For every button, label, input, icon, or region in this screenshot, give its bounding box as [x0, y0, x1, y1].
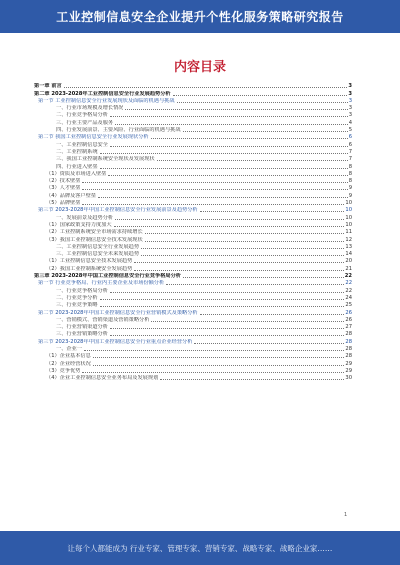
toc-entry-title: 二、工业控制信息安全行业发展趋势: [56, 243, 140, 250]
page-number: 1: [344, 512, 348, 518]
toc-leader-dots: [160, 379, 344, 380]
toc-entry-page: 28: [345, 345, 352, 352]
toc-entry-title: （4）品牌及客户壁垒: [46, 192, 96, 199]
toc-entry[interactable]: [34, 89, 352, 96]
toc-leader-dots: [134, 270, 344, 271]
toc-entry-title: （1）国家政策支持力度加大: [46, 221, 112, 228]
toc-entry-title: 一、行业市场规模及增长情况: [56, 105, 124, 112]
toc-entry-page: 25: [345, 302, 352, 309]
toc-leader-dots: [93, 365, 345, 366]
toc-entry-title: 二、工业控制系统: [56, 148, 98, 155]
toc-entry[interactable]: [34, 206, 352, 213]
toc-entry-page: 3: [348, 105, 352, 112]
toc-entry[interactable]: [34, 133, 352, 140]
toc-entry-title: 一、营销模式、营销渠道及营销策略分析: [56, 316, 150, 323]
toc-entry-page: 22: [345, 280, 352, 287]
toc-leader-dots: [183, 131, 348, 132]
toc-entry[interactable]: [34, 243, 352, 250]
toc-entry-page: 28: [345, 338, 352, 345]
toc-leader-dots: [134, 262, 344, 263]
toc-leader-dots: [194, 343, 344, 344]
toc-leader-dots: [115, 219, 344, 220]
toc-entry-title: 第二节 2023-2028年中国工业控制信息安全行业营销模式及策略分析: [38, 309, 198, 316]
toc-entry[interactable]: [34, 235, 352, 242]
toc-leader-dots: [82, 189, 347, 190]
toc-leader-dots: [151, 321, 344, 322]
toc-leader-dots: [115, 124, 348, 125]
toc-entry-title: 二、行业营销渠道分析: [56, 324, 108, 331]
toc-leader-dots: [145, 241, 345, 242]
toc-entry-title: 第一章 前言: [34, 83, 62, 90]
toc-entry-title: 二、行业竞争格局分析: [56, 112, 108, 119]
toc-entry[interactable]: [34, 345, 352, 352]
toc-entry[interactable]: [34, 257, 352, 264]
toc-entry[interactable]: [34, 352, 352, 359]
toc-entry-title: 一、工业控制信息安全: [56, 141, 108, 148]
toc-entry[interactable]: [34, 177, 352, 184]
toc-leader-dots: [166, 284, 344, 285]
toc-entry[interactable]: [34, 97, 352, 104]
toc-entry-title: （2）工业控制系统安全市场需求持续增长: [46, 229, 143, 236]
toc-leader-dots: [200, 211, 345, 212]
toc-leader-dots: [82, 372, 344, 373]
toc-leader-dots: [173, 95, 348, 96]
toc-entry-page: 22: [345, 287, 352, 294]
toc-entry[interactable]: [34, 301, 352, 308]
toc-entry-title: 第二节 我国工业控制信息安全行业发展现状分析: [38, 134, 149, 141]
toc-entry-title: 一、企业一: [56, 345, 82, 352]
toc-entry[interactable]: [34, 221, 352, 228]
toc-entry-title: （2）技术壁垒: [46, 178, 81, 185]
toc-entry-page: 20: [345, 258, 352, 265]
toc-entry-page: 8: [348, 163, 352, 170]
toc-leader-dots: [100, 153, 348, 154]
toc-entry-page: 9: [348, 192, 352, 199]
toc-leader-dots: [110, 292, 345, 293]
toc-entry-page: 29: [345, 367, 352, 374]
toc-entry-page: 5: [348, 127, 352, 134]
toc-entry-title: 二、行业竞争分析: [56, 294, 98, 301]
toc-entry[interactable]: [34, 272, 352, 279]
toc-entry[interactable]: [34, 228, 352, 235]
toc-leader-dots: [110, 335, 345, 336]
toc-entry[interactable]: [34, 191, 352, 198]
toc-entry-page: 7: [348, 148, 352, 155]
toc-entry[interactable]: [34, 294, 352, 301]
toc-entry-title: 四、行业发展前景、主要风险、行业面临的机遇与挑战: [56, 127, 181, 134]
toc-entry-title: （5）品牌壁垒: [46, 200, 81, 207]
toc-entry-page: 22: [344, 273, 352, 280]
toc-entry[interactable]: [34, 308, 352, 315]
toc-entry[interactable]: [34, 323, 352, 330]
toc-entry-page: 6: [348, 141, 352, 148]
toc-leader-dots: [82, 182, 347, 183]
toc-leader-dots: [183, 277, 344, 278]
toc-entry-title: （2）我国工业控制系统安全发展趋势: [46, 265, 133, 272]
toc-entry[interactable]: [34, 104, 352, 111]
toc-leader-dots: [64, 87, 348, 88]
toc-entry-title: （1）企业基本信息: [46, 353, 91, 360]
toc-entry-page: 14: [345, 251, 352, 258]
toc-leader-dots: [100, 306, 345, 307]
toc-entry-title: （3）人才壁垒: [46, 185, 81, 192]
footer-slogan: 让每个人都能成为 行业专家、管理专家、营销专家、战略专家、战略企业家……: [67, 544, 333, 553]
toc-entry-page: 6: [348, 134, 352, 141]
toc-leader-dots: [110, 328, 345, 329]
toc-entry[interactable]: [34, 148, 352, 155]
toc-entry-title: 三、行业营销策略分析: [56, 331, 108, 338]
toc-entry[interactable]: [34, 286, 352, 293]
toc-leader-dots: [157, 160, 348, 161]
toc-entry[interactable]: [34, 264, 352, 271]
toc-entry-title: 一、行业竞争格局分析: [56, 287, 108, 294]
toc-entry[interactable]: [34, 316, 352, 323]
toc-entry-page: 10: [345, 200, 352, 207]
toc-entry[interactable]: [34, 111, 352, 118]
toc-entry[interactable]: [34, 250, 352, 257]
toc-entry-page: 3: [348, 83, 352, 90]
toc-entry-page: 12: [345, 236, 352, 243]
toc-leader-dots: [93, 357, 345, 358]
toc-leader-dots: [177, 102, 348, 103]
toc-entry-page: 9: [348, 185, 352, 192]
toc-entry[interactable]: [34, 279, 352, 286]
toc-entry-page: 8: [348, 178, 352, 185]
toc-entry-title: 第一节 行业竞争格局、行业内主要企业及市场份额分析: [38, 280, 165, 287]
toc-entry-page: 28: [345, 353, 352, 360]
toc-entry-page: 24: [345, 294, 352, 301]
toc-entry-title: （1）资质及市场进入壁垒: [46, 170, 107, 177]
toc-entry-page: 8: [348, 170, 352, 177]
toc-entry[interactable]: [34, 162, 352, 169]
toc-heading: 内容目录: [173, 60, 226, 75]
toc-entry-title: 三、行业竞争策略: [56, 302, 98, 309]
toc-entry-title: （4）企业工业控制信息安全业务布局及发展规划: [46, 375, 159, 382]
toc-entry-page: 28: [345, 331, 352, 338]
toc-entry-page: 7: [348, 156, 352, 163]
toc-entry-page: 29: [345, 360, 352, 367]
toc-entry[interactable]: [34, 126, 352, 133]
toc-entry-page: 3: [348, 90, 352, 97]
toc-entry[interactable]: [34, 374, 352, 381]
table-of-contents: [34, 82, 352, 381]
toc-entry[interactable]: [34, 213, 352, 220]
toc-entry-page: 21: [345, 265, 352, 272]
toc-leader-dots: [84, 350, 344, 351]
toc-entry-title: 第三章 2023-2028年中国工业控制信息安全行业竞争格局分析: [34, 273, 181, 280]
toc-entry-page: 27: [345, 324, 352, 331]
toc-entry-title: 第三节 2023-2028年中国工业控制信息安全行业发展前景及趋势分析: [38, 207, 198, 214]
toc-entry-page: 13: [345, 243, 352, 250]
toc-entry-title: 三、我国工业控制系统安全现状及发展现状: [56, 156, 155, 163]
toc-leader-dots: [100, 299, 345, 300]
toc-entry-title: 四、行业进入壁垒: [56, 163, 98, 170]
toc-entry-title: 第二章 2023-2028年工业控制信息安全行业发展趋势分析: [34, 90, 171, 97]
toc-entry-title: （3）竞争优势: [46, 367, 81, 374]
toc-leader-dots: [114, 226, 345, 227]
toc-leader-dots: [125, 109, 347, 110]
toc-leader-dots: [200, 314, 345, 315]
toc-entry-title: （1）工业控制信息安全技术发展趋势: [46, 258, 133, 265]
toc-entry-page: 4: [348, 119, 352, 126]
toc-entry-page: 3: [348, 112, 352, 119]
toc-entry[interactable]: [34, 118, 352, 125]
toc-leader-dots: [110, 146, 348, 147]
report-title: 工业控制信息安全企业提升个性化服务策略研究报告: [56, 10, 344, 24]
toc-leader-dots: [82, 204, 344, 205]
toc-entry[interactable]: [34, 140, 352, 147]
toc-leader-dots: [108, 175, 347, 176]
toc-leader-dots: [151, 138, 348, 139]
toc-entry-title: 一、发展前景及趋势分析: [56, 214, 114, 221]
toc-entry-page: 30: [345, 375, 352, 382]
toc-entry[interactable]: [34, 155, 352, 162]
toc-entry[interactable]: [34, 199, 352, 206]
toc-entry[interactable]: [34, 367, 352, 374]
toc-leader-dots: [141, 255, 344, 256]
toc-leader-dots: [141, 248, 344, 249]
toc-leader-dots: [145, 233, 345, 234]
toc-leader-dots: [110, 116, 348, 117]
toc-entry-title: （2）企业经营状况: [46, 360, 91, 367]
toc-entry[interactable]: [34, 359, 352, 366]
toc-entry-title: （3）我国工业控制信息安全技术发展现状: [46, 236, 143, 243]
toc-entry-title: 三、行业主要产品及服务: [56, 119, 114, 126]
toc-entry[interactable]: [34, 337, 352, 344]
toc-entry[interactable]: [34, 82, 352, 89]
toc-leader-dots: [98, 197, 348, 198]
toc-entry[interactable]: [34, 184, 352, 191]
toc-entry-title: 第一节 工业控制信息安全行业发展现状及面临的机遇与挑战: [38, 97, 175, 104]
toc-entry[interactable]: [34, 330, 352, 337]
toc-entry[interactable]: [34, 170, 352, 177]
toc-leader-dots: [100, 168, 348, 169]
toc-entry-title: 第三节 2023-2028年中国工业控制信息安全行业重点企业经营分析: [38, 338, 193, 345]
toc-entry-page: 26: [345, 316, 352, 323]
toc-entry-page: 26: [345, 309, 352, 316]
toc-entry-page: 10: [345, 214, 352, 221]
toc-entry-page: 10: [345, 221, 352, 228]
toc-entry-title: 三、工业控制信息安全未来发展趋势: [56, 251, 140, 258]
toc-entry-page: 3: [348, 97, 352, 104]
toc-entry-page: 11: [345, 229, 352, 236]
toc-entry-page: 10: [345, 207, 352, 214]
